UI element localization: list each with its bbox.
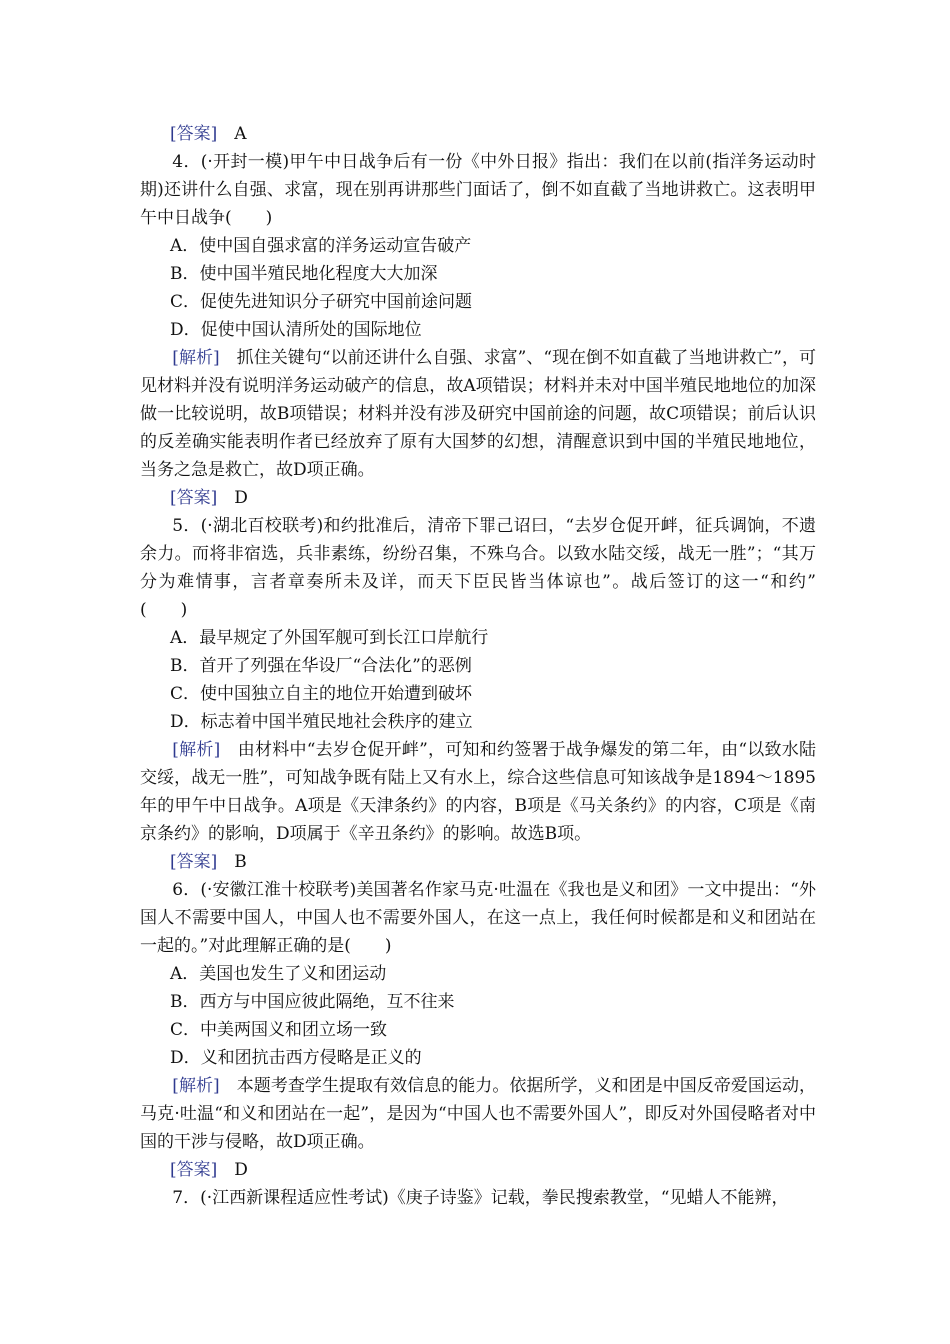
analysis-text: 抓住关键句“以前还讲什么自强、求富”、“现在倒不如直截了当地讲救亡”，可见材料并没有说明洋务运动破产的信息，故A项错误；材料并未对中国半殖民地地位的加深做一比较说明，故B项错误；材料并没有涉及研究中国前途的问题，故C项错误；前后认识的反差确实能表明作者已经放弃了原有大国梦的幻想，清醒意识到中国的半殖民地地位，当务之急是救亡，故D项正确。 [140, 348, 817, 480]
question-5-stem: 5．(·湖北百校联考)和约批准后，清帝下罪己诏曰，“去岁仓促开衅，征兵调饷，不遗余力。而将非宿选，兵非素练，纷纷召集，不殊乌合。以致水陆交绥，战无一胜”；“其万分为难情事，言者章奏所未及详，而天下臣民皆当体谅也”。战后签订的这一“和约” ( ) [140, 516, 833, 620]
question-content [140, 120, 833, 1212]
analysis-text: 由材料中“去岁仓促开衅”，可知和约签署于战争爆发的第二年，由“以致水陆交绥，战无一胜”，可知战争既有陆上又有水上，综合这些信息可知该战争是1894～1895年的甲午中日战争。A项是《天津条约》的内容，B项是《马关条约》的内容，C项是《南京条约》的影响，D项属于《辛丑条约》的影响。故选B项。 [140, 740, 817, 844]
answer-line-q3 [140, 120, 816, 148]
answer-line-q5 [140, 848, 816, 876]
question-6-stem: 6．(·安徽江淮十校联考)美国著名作家马克·吐温在《我也是义和团》一文中提出：“外国人不需要中国人，中国人也不需要外国人，在这一点上，我任何时候都是和义和团站在一起的。”对此理解正确的是( ) [140, 880, 816, 956]
q5-analysis [140, 736, 816, 848]
question-7-stem: 7．(·江西新课程适应性考试)《庚子诗鉴》记载，拳民搜索教堂，“见蜡人不能辨， [172, 1188, 789, 1208]
answer-value: D [234, 1160, 248, 1180]
answer-value: B [234, 852, 247, 872]
analysis-label: [解析] [172, 348, 220, 368]
answer-label: [答案] [170, 124, 218, 144]
answer-label: [答案] [170, 1160, 218, 1180]
q6-option-a: A．美国也发生了义和团运动 [170, 964, 387, 984]
q5-option-a: A．最早规定了外国军舰可到长江口岸航行 [170, 628, 489, 648]
q4-analysis [140, 344, 816, 484]
q4-option-a: A．使中国自强求富的洋务运动宣告破产 [170, 236, 472, 256]
analysis-label: [解析] [172, 740, 221, 760]
q5-option-d: D．标志着中国半殖民地社会秩序的建立 [170, 712, 473, 732]
q5-option-c: C．使中国独立自主的地位开始遭到破坏 [170, 684, 473, 704]
answer-value: A [234, 124, 247, 144]
analysis-text: 本题考查学生提取有效信息的能力。依据所学，义和团是中国反帝爱国运动，马克·吐温“和义和团站在一起”，是因为“中国人也不需要外国人”，即反对外国侵略者对中国的干涉与侵略，故D项正确。 [140, 1076, 817, 1152]
q4-option-c: C．促使先进知识分子研究中国前途问题 [170, 292, 473, 312]
answer-label: [答案] [170, 488, 218, 508]
q4-option-b: B．使中国半殖民地化程度大大加深 [170, 264, 438, 284]
q6-option-c: C．中美两国义和团立场一致 [170, 1020, 388, 1040]
analysis-label: [解析] [172, 1076, 220, 1096]
answer-line-q6 [140, 1156, 816, 1184]
question-4-stem: 4．(·开封一模)甲午中日战争后有一份《中外日报》指出：我们在以前(指洋务运动时期)还讲什么自强、求富，现在别再讲那些门面话了，倒不如直截了当地讲救亡。这表明甲午中日战争( ) [140, 152, 816, 228]
answer-line-q4 [140, 484, 816, 512]
q6-analysis [140, 1072, 816, 1156]
answer-label: [答案] [170, 852, 218, 872]
q4-option-d: D．促使中国认清所处的国际地位 [170, 320, 422, 340]
q5-option-b: B．首开了列强在华设厂“合法化”的恶例 [170, 656, 472, 676]
answer-value: D [234, 488, 248, 508]
q6-option-d: D．义和团抗击西方侵略是正义的 [170, 1048, 422, 1068]
q6-option-b: B．西方与中国应彼此隔绝，互不往来 [170, 992, 455, 1012]
